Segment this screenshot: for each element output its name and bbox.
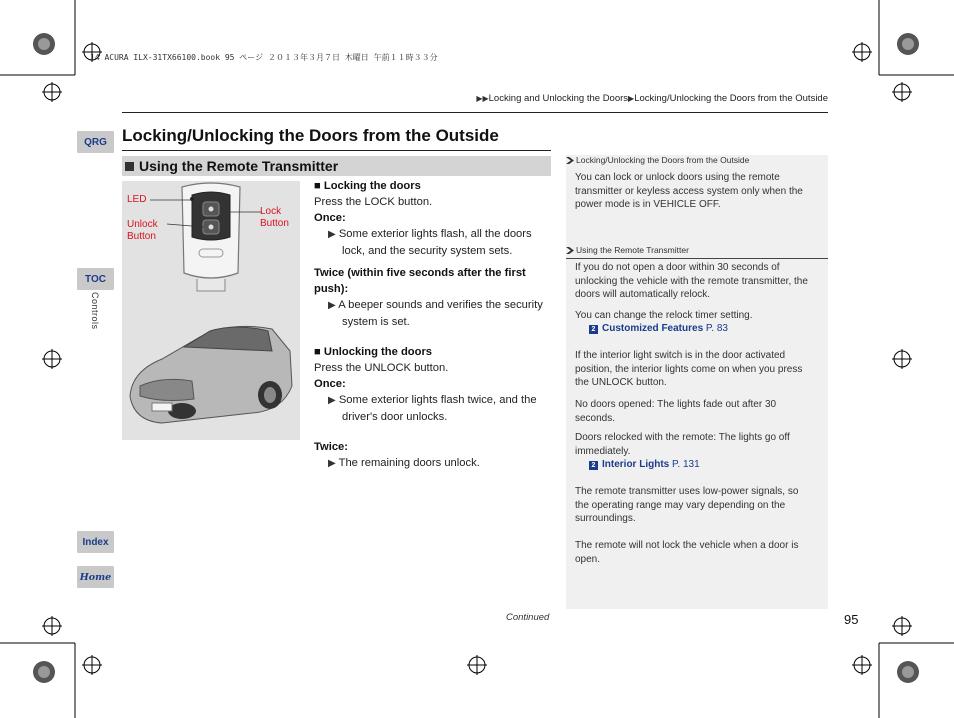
section-heading-text: Using the Remote Transmitter — [139, 158, 339, 174]
continued-label: Continued — [506, 612, 550, 623]
breadcrumb-arrow-icon: ▶▶ — [476, 94, 489, 103]
unlocking-intro: Press the UNLOCK button. — [314, 362, 449, 374]
xref-customized-features[interactable]: 2 Customized Features P. 83 — [589, 322, 829, 336]
home-tab[interactable]: Home — [77, 566, 114, 588]
title-divider — [122, 150, 551, 151]
note-paragraph-2: If you do not open a door within 30 seconds of unlocking the vehicle with the remote transmitter, the doors will automatically relock. — [575, 262, 808, 300]
note-paragraph-7: The remote transmitter uses low-power signals, so the operating range may vary depending on the surroundings. — [575, 486, 799, 524]
result-arrow-icon: ▶ — [328, 458, 336, 469]
breadcrumb-item-1[interactable]: Locking and Unlocking the Doors — [488, 93, 629, 104]
unlock-button-label: Unlock Button — [127, 219, 158, 242]
result-arrow-icon: ▶ — [328, 395, 336, 406]
index-tab[interactable]: Index — [77, 531, 114, 553]
led-label: LED — [127, 194, 147, 205]
section-side-label: Controls — [90, 292, 100, 330]
car-icon — [130, 326, 292, 423]
note-paragraph-1: You can lock or unlock doors using the remote transmitter or keyless access system only when the power mode is in VEHICLE OFF. — [575, 172, 803, 210]
locking-once-text: ▶ Some exterior lights flash, all the doors lock, and the security system sets. — [328, 228, 532, 257]
note-arrow-icon — [566, 247, 574, 254]
note-heading-2: Using the Remote Transmitter — [566, 245, 689, 255]
note-paragraph-6: Doors relocked with the remote: The lights go off immediately. — [575, 432, 790, 457]
xref-interior-lights[interactable]: 2 Interior Lights P. 131 — [589, 458, 829, 472]
instructions-column — [314, 178, 550, 472]
breadcrumb — [476, 93, 828, 104]
section-heading — [122, 156, 551, 176]
result-arrow-icon: ▶ — [328, 300, 336, 311]
locking-intro: Press the LOCK button. — [314, 196, 433, 208]
toc-tab[interactable]: TOC — [77, 268, 114, 290]
unlocking-once-label: Once: — [314, 378, 346, 390]
unlocking-once-text: ▶ Some exterior lights flash twice, and the driver's door unlocks. — [328, 394, 537, 423]
lock-button-label: Lock Button — [260, 206, 289, 229]
key-fob-icon — [182, 183, 240, 291]
breadcrumb-arrow-icon: ▶ — [628, 94, 635, 103]
locking-once-label: Once: — [314, 212, 346, 224]
unlocking-twice-label: Twice: — [314, 441, 348, 453]
note-arrow-icon — [566, 157, 574, 164]
section-square-icon — [125, 162, 134, 171]
xref-arrow-icon: 2 — [589, 461, 598, 470]
note-paragraph-3: You can change the relock timer setting. — [575, 310, 753, 321]
note-paragraph-4: If the interior light switch is in the door activated position, the interior lights come on when you press the UNLOCK button. — [575, 350, 803, 388]
note-paragraph-8: The remote will not lock the vehicle when a door is open. — [575, 540, 799, 565]
unlocking-twice-text: ▶ The remaining doors unlock. — [328, 457, 480, 469]
page-number: 95 — [844, 612, 859, 627]
breadcrumb-item-2[interactable]: Locking/Unlocking the Doors from the Outside — [634, 93, 828, 104]
book-header: 14 ACURA ILX-31TX66100.book 95 ページ ２０１３年３月７日 木曜日 午前１１時３３分 — [90, 53, 438, 62]
note-divider — [566, 258, 828, 259]
locking-twice-label: Twice (within five seconds after the first push): — [314, 267, 526, 295]
unlocking-heading: ■ Unlocking the doors — [314, 346, 433, 358]
notes-panel — [566, 155, 828, 609]
locking-heading: ■ Locking the doors — [314, 180, 421, 192]
result-arrow-icon: ▶ — [328, 229, 336, 240]
locking-twice-text: ▶ A beeper sounds and verifies the security system is set. — [328, 299, 543, 328]
note-heading-1: Locking/Unlocking the Doors from the Outside — [566, 155, 749, 165]
header-divider — [122, 112, 828, 113]
note-paragraph-5: No doors opened: The lights fade out after 30 seconds. — [575, 399, 777, 424]
page-title: Locking/Unlocking the Doors from the Outside — [122, 126, 499, 145]
illustration-panel — [122, 181, 300, 440]
xref-arrow-icon: 2 — [589, 325, 598, 334]
qrg-tab[interactable]: QRG — [77, 131, 114, 153]
